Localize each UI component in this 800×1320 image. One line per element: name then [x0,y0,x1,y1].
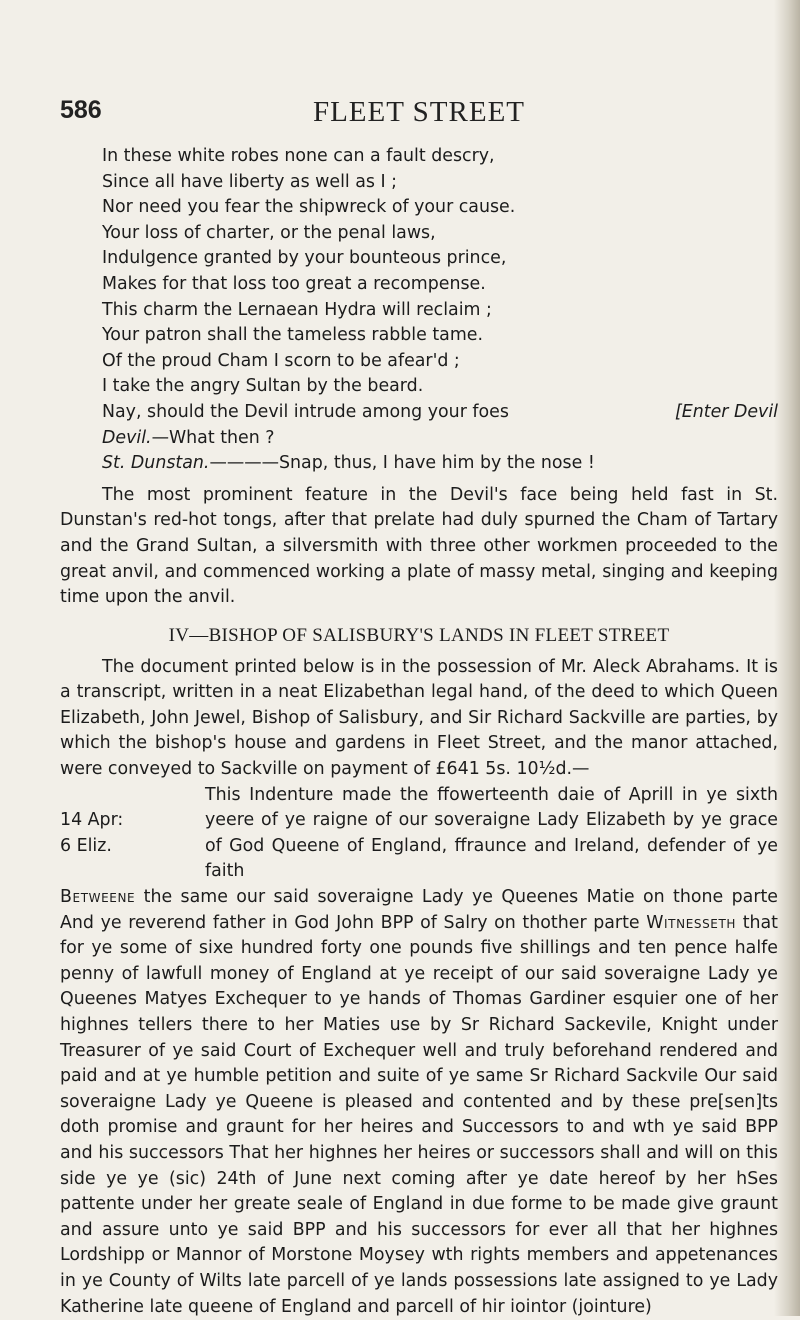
verse-line [102,451,778,477]
dunstan-line: ————Snap, thus, I have him by the nose ! [209,453,595,474]
paragraph-document-intro: The document printed below is in the possession of Mr. Aleck Abrahams. It is a transcript, written in a neat Elizabethan legal hand, of the deed to which Queen Elizabeth, John Jewel, Bishop of Salisbury, and Sir Richard Sackville are parties, by which the bishop's house and gardens in Fleet Street, and the manor attached, were conveyed to Sackville on payment of £641 5s. 10½d.— [60,656,778,780]
verse-line: Makes for that loss too great a recompense. [102,273,486,294]
verse-line: This charm the Lernaean Hydra will reclaim ; [102,299,492,320]
verse-line: Your patron shall the tameless rabble tame. [102,325,484,346]
verse-line [102,400,778,426]
margin-note-regnal-year: 6 Eliz. [60,835,112,856]
deed-parties: the same our said soveraigne Lady ye Queenes Matie on thone parte And ye reverend father in God John BPP of Salry on thother parte [60,887,778,933]
deed-keyword-witnesseth: Witnesseth [646,912,737,933]
deed-terms: that for ye some of sixe hundred forty one pounds five shillings and ten pence halfe penny of lawfull money of England at ye receipt of our said soveraigne Lady ye Queenes Matyes Exchequer to ye hands of Thomas Gardiner esquier one of her highnes tellers there to her Maties use by Sr Richard Sackevile, Knight under Treasurer of ye said Court of Exchequer well and truly beforehand rendered and paid and at ye humble petition and suite of ye same Sr Richard Sackvile Our said soveraigne Lady ye Queene is pleased and contented and by these pre[sen]ts doth promise and graunt for her heires and Successors to and wth ye said BPP and his successors That her highnes her heires or successors shall and will on this side ye ye (sic) 24th of June next coming after ye date hereof by her hSes pattente under her greate seale of England in due forme to be made give graunt and assure unto ye said BPP and his successors for ever all that her highnes Lordshipp or Mannor of Morstone Moysey wth rights members and appetenances in ye County of Wilts late parcell of ye lands possessions late assigned to ye Lady Katherine late queene of England and parcell of hir iointor (jointure) [60,912,779,1317]
margin-note-date: 14 Apr: [60,810,124,831]
speaker-name: St. Dunstan. [102,453,210,474]
verse-line: Of the proud Cham I scorn to be afear'd ; [102,350,460,371]
book-page [60,0,778,1320]
verse-block [60,144,778,477]
verse-line: In these white robes none can a fault descry, [102,146,495,166]
page-number: 586 [60,96,102,124]
running-header [60,96,778,144]
verse-line [102,426,778,452]
verse-line: I take the angry Sultan by the beard. [102,376,424,397]
section-heading: IV—BISHOP OF SALISBURY'S LANDS IN FLEET STREET [168,624,670,646]
stage-direction: [Enter Devil [674,401,778,422]
running-title: FLEET STREET [312,96,526,128]
verse-line: Your loss of charter, or the penal laws, [102,222,436,243]
verse-line: Indulgence granted by your bounteous prince, [102,248,507,269]
devil-line: —What then ? [151,427,275,448]
verse-line: Nor need you fear the shipwreck of your cause. [102,197,516,218]
deed-keyword-betweene: Betweene [60,887,136,908]
paragraph-devil-tongs: The most prominent feature in the Devil's face being held fast in St. Dunstan's red-hot tongs, after that prelate had duly spurned the Cham of Tartary and the Grand Sultan, a silversmith with three other workmen proceeded to the great anvil, and commenced working a plate of massy metal, singing and keeping time upon the anvil. [60,484,778,608]
verse-line-text: Nay, should the Devil intrude among your foes [102,401,509,422]
deed-opening: This Indenture made the ffowerteenth daie of Aprill in ye sixth yeere of ye raigne of our soveraigne Lady Elizabeth by ye grace of God Queene of England, ffraunce and Ireland, defender of ye faith [205,784,778,882]
stage-direction-speaker: Devil. [102,427,152,448]
deed-body [60,885,778,1320]
verse-line: Since all have liberty as well as I ; [102,171,398,192]
deed-transcript [60,783,778,1320]
